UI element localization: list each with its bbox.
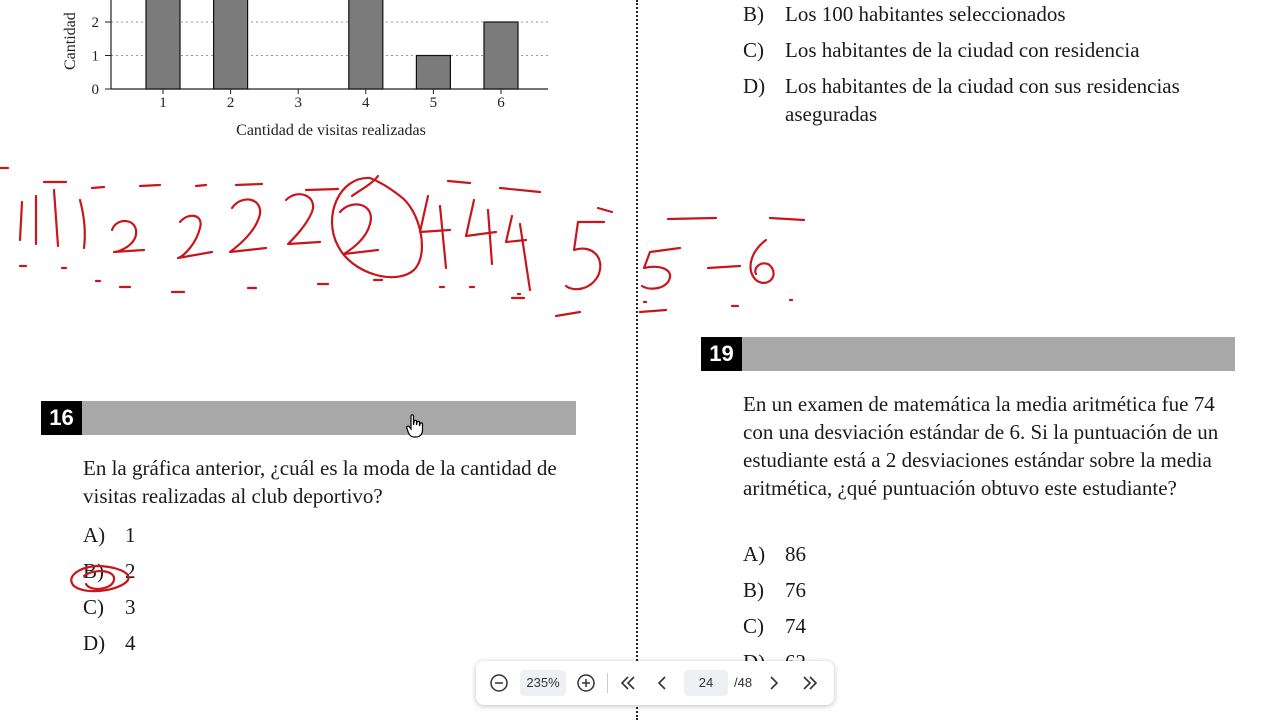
page-divider xyxy=(636,0,638,720)
next-page-icon xyxy=(768,675,780,691)
q19-option-a[interactable]: A) 86 xyxy=(743,542,806,566)
y-axis-label: Cantidad xyxy=(62,12,79,70)
x-tick-label: 2 xyxy=(226,95,235,111)
zoom-in-button[interactable] xyxy=(575,661,597,705)
q16-option-d[interactable]: D) 4 xyxy=(83,631,136,655)
y-tick-label: 1 xyxy=(91,48,99,65)
question-number: 16 xyxy=(41,401,82,435)
first-page-icon xyxy=(619,675,637,691)
question-19-text: En un examen de matemática la media aritmética fue 74 con una desviación estándar de 6. Si la puntuación de un estudiante está a 2 desviaciones estándar sobre la media aritmética, ¿qué puntuación obtuvo este estudiante? xyxy=(743,392,1219,500)
bar-2 xyxy=(214,0,248,89)
zoom-level[interactable]: 235% xyxy=(520,670,566,696)
prev-page-icon xyxy=(656,675,668,691)
q16-option-b[interactable]: B) 2 xyxy=(83,559,136,583)
q16-option-a[interactable]: A) 1 xyxy=(83,523,136,547)
question-number: 19 xyxy=(701,337,742,371)
question-19-header xyxy=(701,337,1235,371)
question-16-text: En la gráfica anterior, ¿cuál es la moda de la cantidad de visitas realizadas al club deportivo? xyxy=(83,456,557,508)
option-b-top[interactable]: B) Los 100 habitantes seleccionados xyxy=(743,2,1066,26)
next-page-button[interactable] xyxy=(764,661,784,705)
bar-6 xyxy=(484,22,518,89)
pdf-toolbar xyxy=(476,661,834,705)
page-number-input[interactable]: 24 xyxy=(684,670,728,696)
bar-4 xyxy=(349,0,383,89)
zoom-out-button[interactable] xyxy=(488,661,510,705)
toolbar-separator xyxy=(607,673,608,693)
y-tick-label: 0 xyxy=(91,82,99,98)
x-tick-label: 5 xyxy=(429,95,438,111)
zoom-in-icon xyxy=(576,673,596,693)
bar-1 xyxy=(146,0,180,89)
y-tick-label: 2 xyxy=(91,15,99,31)
x-tick-label: 1 xyxy=(159,95,167,111)
zoom-out-icon xyxy=(489,673,509,693)
page-total: /48 xyxy=(734,675,753,690)
option-c-top[interactable]: C) Los habitantes de la ciudad con residencia xyxy=(743,38,1140,62)
first-page-button[interactable] xyxy=(616,661,640,705)
prev-page-button[interactable] xyxy=(652,661,672,705)
q19-option-c[interactable]: C) 74 xyxy=(743,614,806,638)
hand-pointer-icon xyxy=(406,414,424,438)
q16-option-c[interactable]: C) 3 xyxy=(83,595,136,619)
option-d-top[interactable]: D) Los habitantes de la ciudad con sus residencias aseguradas xyxy=(743,74,1180,126)
bar-5 xyxy=(416,56,450,90)
last-page-button[interactable] xyxy=(798,661,822,705)
x-axis-label: Cantidad de visitas realizadas xyxy=(236,122,426,139)
last-page-icon xyxy=(801,675,819,691)
x-tick-label: 4 xyxy=(362,95,370,111)
bar-chart xyxy=(0,0,636,150)
x-tick-label: 3 xyxy=(294,95,302,111)
question-16-header xyxy=(41,401,576,435)
x-tick-label: 6 xyxy=(497,95,505,111)
q19-option-b[interactable]: B) 76 xyxy=(743,578,806,602)
